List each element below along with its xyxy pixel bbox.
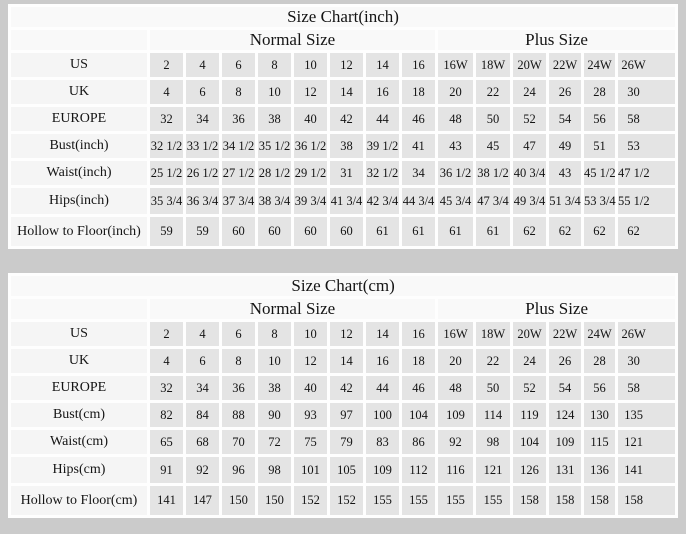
size-value: 10 bbox=[258, 80, 291, 104]
size-value: 22W bbox=[549, 322, 581, 346]
size-value: 35 1/2 bbox=[258, 134, 291, 158]
size-value: 104 bbox=[513, 430, 546, 454]
size-value: 158 bbox=[549, 486, 581, 515]
size-value: 27 1/2 bbox=[222, 161, 255, 185]
size-value: 40 3/4 bbox=[513, 161, 546, 185]
size-chart-inch-table bbox=[8, 4, 678, 249]
size-value: 43 bbox=[549, 161, 581, 185]
size-value: 16 bbox=[366, 80, 399, 104]
size-value: 158 bbox=[513, 486, 546, 515]
size-value: 130 bbox=[584, 403, 615, 427]
size-value: 119 bbox=[513, 403, 546, 427]
size-value: 147 bbox=[186, 486, 219, 515]
size-value: 109 bbox=[549, 430, 581, 454]
row-label: Hips(cm) bbox=[11, 457, 147, 483]
size-value: 50 bbox=[476, 376, 510, 400]
size-value: 158 bbox=[584, 486, 615, 515]
size-value: 34 bbox=[402, 161, 435, 185]
size-value: 49 3/4 bbox=[513, 188, 546, 214]
size-value: 18W bbox=[476, 322, 510, 346]
size-value: 4 bbox=[186, 53, 219, 77]
size-value: 84 bbox=[186, 403, 219, 427]
size-value: 121 bbox=[618, 430, 675, 454]
size-value: 131 bbox=[549, 457, 581, 483]
size-value: 90 bbox=[258, 403, 291, 427]
size-value: 30 bbox=[618, 349, 675, 373]
size-value: 30 bbox=[618, 80, 675, 104]
row-label: EUROPE bbox=[11, 107, 147, 131]
size-value: 50 bbox=[476, 107, 510, 131]
size-value: 33 1/2 bbox=[186, 134, 219, 158]
size-value: 68 bbox=[186, 430, 219, 454]
size-value: 24 bbox=[513, 80, 546, 104]
size-value: 12 bbox=[330, 53, 363, 77]
size-value: 44 bbox=[366, 107, 399, 131]
size-value: 8 bbox=[258, 322, 291, 346]
row-label: Hollow to Floor(inch) bbox=[11, 217, 147, 246]
corner-cell bbox=[11, 30, 147, 50]
size-value: 24W bbox=[584, 53, 615, 77]
size-value: 2 bbox=[150, 322, 183, 346]
size-value: 38 bbox=[330, 134, 363, 158]
size-value: 32 bbox=[150, 107, 183, 131]
size-value: 115 bbox=[584, 430, 615, 454]
size-value: 22 bbox=[476, 80, 510, 104]
row-label: UK bbox=[11, 80, 147, 104]
size-value: 45 bbox=[476, 134, 510, 158]
size-value: 155 bbox=[402, 486, 435, 515]
size-value: 25 1/2 bbox=[150, 161, 183, 185]
size-value: 16 bbox=[402, 322, 435, 346]
row-label: Waist(cm) bbox=[11, 430, 147, 454]
size-value: 54 bbox=[549, 107, 581, 131]
size-value: 35 3/4 bbox=[150, 188, 183, 214]
size-value: 41 3/4 bbox=[330, 188, 363, 214]
size-value: 52 bbox=[513, 107, 546, 131]
size-value: 20W bbox=[513, 53, 546, 77]
size-value: 61 bbox=[402, 217, 435, 246]
size-value: 16W bbox=[438, 322, 473, 346]
size-value: 136 bbox=[584, 457, 615, 483]
size-value: 109 bbox=[366, 457, 399, 483]
size-value: 28 1/2 bbox=[258, 161, 291, 185]
size-value: 150 bbox=[222, 486, 255, 515]
size-value: 45 1/2 bbox=[584, 161, 615, 185]
size-value: 43 bbox=[438, 134, 473, 158]
size-value: 18 bbox=[402, 349, 435, 373]
size-value: 26 bbox=[549, 349, 581, 373]
size-value: 65 bbox=[150, 430, 183, 454]
size-value: 48 bbox=[438, 107, 473, 131]
size-value: 51 3/4 bbox=[549, 188, 581, 214]
plus-size-header: Plus Size bbox=[438, 299, 675, 319]
row-label: Bust(cm) bbox=[11, 403, 147, 427]
size-value: 93 bbox=[294, 403, 327, 427]
size-value: 28 bbox=[584, 349, 615, 373]
size-value: 135 bbox=[618, 403, 675, 427]
size-value: 4 bbox=[186, 322, 219, 346]
table-title: Size Chart(cm) bbox=[11, 276, 675, 296]
size-value: 8 bbox=[222, 349, 255, 373]
size-value: 60 bbox=[258, 217, 291, 246]
size-value: 36 bbox=[222, 376, 255, 400]
size-value: 40 bbox=[294, 107, 327, 131]
size-value: 40 bbox=[294, 376, 327, 400]
size-value: 49 bbox=[549, 134, 581, 158]
size-value: 96 bbox=[222, 457, 255, 483]
normal-size-header: Normal Size bbox=[150, 30, 435, 50]
size-value: 98 bbox=[476, 430, 510, 454]
size-value: 54 bbox=[549, 376, 581, 400]
size-value: 16 bbox=[366, 349, 399, 373]
size-value: 6 bbox=[186, 349, 219, 373]
size-value: 155 bbox=[476, 486, 510, 515]
size-value: 83 bbox=[366, 430, 399, 454]
size-value: 150 bbox=[258, 486, 291, 515]
size-value: 32 1/2 bbox=[366, 161, 399, 185]
size-value: 26W bbox=[618, 322, 675, 346]
size-value: 32 bbox=[150, 376, 183, 400]
size-value: 61 bbox=[366, 217, 399, 246]
size-value: 47 3/4 bbox=[476, 188, 510, 214]
size-value: 39 3/4 bbox=[294, 188, 327, 214]
size-value: 155 bbox=[366, 486, 399, 515]
size-value: 58 bbox=[618, 376, 675, 400]
size-value: 26 bbox=[549, 80, 581, 104]
size-value: 14 bbox=[330, 349, 363, 373]
size-value: 6 bbox=[222, 53, 255, 77]
size-value: 36 3/4 bbox=[186, 188, 219, 214]
size-value: 52 bbox=[513, 376, 546, 400]
size-value: 51 bbox=[584, 134, 615, 158]
size-value: 10 bbox=[294, 53, 327, 77]
size-value: 24 bbox=[513, 349, 546, 373]
size-value: 34 bbox=[186, 376, 219, 400]
size-value: 16W bbox=[438, 53, 473, 77]
size-value: 98 bbox=[258, 457, 291, 483]
size-value: 60 bbox=[330, 217, 363, 246]
size-value: 46 bbox=[402, 107, 435, 131]
size-value: 116 bbox=[438, 457, 473, 483]
size-value: 10 bbox=[294, 322, 327, 346]
size-value: 114 bbox=[476, 403, 510, 427]
size-value: 152 bbox=[294, 486, 327, 515]
size-value: 45 3/4 bbox=[438, 188, 473, 214]
size-value: 6 bbox=[222, 322, 255, 346]
size-value: 16 bbox=[402, 53, 435, 77]
size-value: 38 1/2 bbox=[476, 161, 510, 185]
size-value: 32 1/2 bbox=[150, 134, 183, 158]
size-value: 20 bbox=[438, 349, 473, 373]
size-value: 12 bbox=[294, 349, 327, 373]
size-value: 34 bbox=[186, 107, 219, 131]
size-value: 72 bbox=[258, 430, 291, 454]
plus-size-header: Plus Size bbox=[438, 30, 675, 50]
size-value: 48 bbox=[438, 376, 473, 400]
size-value: 38 bbox=[258, 376, 291, 400]
size-value: 22 bbox=[476, 349, 510, 373]
row-label: EUROPE bbox=[11, 376, 147, 400]
size-value: 22W bbox=[549, 53, 581, 77]
size-value: 12 bbox=[294, 80, 327, 104]
size-value: 92 bbox=[438, 430, 473, 454]
size-value: 14 bbox=[366, 53, 399, 77]
size-value: 59 bbox=[186, 217, 219, 246]
size-value: 92 bbox=[186, 457, 219, 483]
size-value: 47 1/2 bbox=[618, 161, 675, 185]
size-value: 26W bbox=[618, 53, 675, 77]
size-value: 61 bbox=[438, 217, 473, 246]
size-value: 44 3/4 bbox=[402, 188, 435, 214]
size-value: 56 bbox=[584, 376, 615, 400]
size-value: 42 3/4 bbox=[366, 188, 399, 214]
size-value: 141 bbox=[150, 486, 183, 515]
size-value: 28 bbox=[584, 80, 615, 104]
size-value: 158 bbox=[618, 486, 675, 515]
size-value: 31 bbox=[330, 161, 363, 185]
size-value: 46 bbox=[402, 376, 435, 400]
size-value: 124 bbox=[549, 403, 581, 427]
table-title: Size Chart(inch) bbox=[11, 7, 675, 27]
size-value: 155 bbox=[438, 486, 473, 515]
size-value: 55 1/2 bbox=[618, 188, 675, 214]
size-value: 8 bbox=[222, 80, 255, 104]
size-value: 34 1/2 bbox=[222, 134, 255, 158]
size-value: 37 3/4 bbox=[222, 188, 255, 214]
size-value: 79 bbox=[330, 430, 363, 454]
row-label: US bbox=[11, 53, 147, 77]
size-value: 75 bbox=[294, 430, 327, 454]
size-value: 41 bbox=[402, 134, 435, 158]
size-value: 38 bbox=[258, 107, 291, 131]
size-value: 42 bbox=[330, 376, 363, 400]
size-value: 44 bbox=[366, 376, 399, 400]
size-value: 88 bbox=[222, 403, 255, 427]
size-value: 4 bbox=[150, 349, 183, 373]
size-value: 6 bbox=[186, 80, 219, 104]
size-value: 104 bbox=[402, 403, 435, 427]
row-label: UK bbox=[11, 349, 147, 373]
size-value: 58 bbox=[618, 107, 675, 131]
size-value: 60 bbox=[222, 217, 255, 246]
size-value: 56 bbox=[584, 107, 615, 131]
size-value: 62 bbox=[618, 217, 675, 246]
size-value: 86 bbox=[402, 430, 435, 454]
size-value: 36 1/2 bbox=[438, 161, 473, 185]
size-value: 82 bbox=[150, 403, 183, 427]
size-value: 61 bbox=[476, 217, 510, 246]
size-value: 10 bbox=[258, 349, 291, 373]
size-value: 91 bbox=[150, 457, 183, 483]
row-label: Hips(inch) bbox=[11, 188, 147, 214]
size-value: 24W bbox=[584, 322, 615, 346]
size-value: 29 1/2 bbox=[294, 161, 327, 185]
size-value: 14 bbox=[366, 322, 399, 346]
size-value: 109 bbox=[438, 403, 473, 427]
size-value: 20W bbox=[513, 322, 546, 346]
size-value: 59 bbox=[150, 217, 183, 246]
size-value: 105 bbox=[330, 457, 363, 483]
size-value: 112 bbox=[402, 457, 435, 483]
row-label: Waist(inch) bbox=[11, 161, 147, 185]
row-label: Bust(inch) bbox=[11, 134, 147, 158]
size-value: 8 bbox=[258, 53, 291, 77]
row-label: Hollow to Floor(cm) bbox=[11, 486, 147, 515]
size-value: 42 bbox=[330, 107, 363, 131]
size-value: 100 bbox=[366, 403, 399, 427]
size-value: 152 bbox=[330, 486, 363, 515]
size-value: 121 bbox=[476, 457, 510, 483]
size-chart-cm-body bbox=[11, 276, 675, 515]
size-value: 126 bbox=[513, 457, 546, 483]
size-value: 26 1/2 bbox=[186, 161, 219, 185]
size-value: 12 bbox=[330, 322, 363, 346]
size-value: 36 1/2 bbox=[294, 134, 327, 158]
size-value: 62 bbox=[513, 217, 546, 246]
size-value: 47 bbox=[513, 134, 546, 158]
size-value: 141 bbox=[618, 457, 675, 483]
size-value: 60 bbox=[294, 217, 327, 246]
size-value: 14 bbox=[330, 80, 363, 104]
row-label: US bbox=[11, 322, 147, 346]
size-value: 62 bbox=[584, 217, 615, 246]
size-value: 62 bbox=[549, 217, 581, 246]
size-value: 70 bbox=[222, 430, 255, 454]
size-value: 36 bbox=[222, 107, 255, 131]
corner-cell bbox=[11, 299, 147, 319]
size-chart-cm-table bbox=[8, 273, 678, 518]
size-value: 38 3/4 bbox=[258, 188, 291, 214]
size-value: 53 bbox=[618, 134, 675, 158]
size-value: 2 bbox=[150, 53, 183, 77]
size-value: 97 bbox=[330, 403, 363, 427]
size-value: 20 bbox=[438, 80, 473, 104]
size-value: 101 bbox=[294, 457, 327, 483]
normal-size-header: Normal Size bbox=[150, 299, 435, 319]
size-value: 53 3/4 bbox=[584, 188, 615, 214]
size-value: 18W bbox=[476, 53, 510, 77]
size-chart-inch-body bbox=[11, 7, 675, 246]
size-value: 39 1/2 bbox=[366, 134, 399, 158]
size-value: 4 bbox=[150, 80, 183, 104]
size-chart-page bbox=[0, 4, 686, 534]
size-value: 18 bbox=[402, 80, 435, 104]
